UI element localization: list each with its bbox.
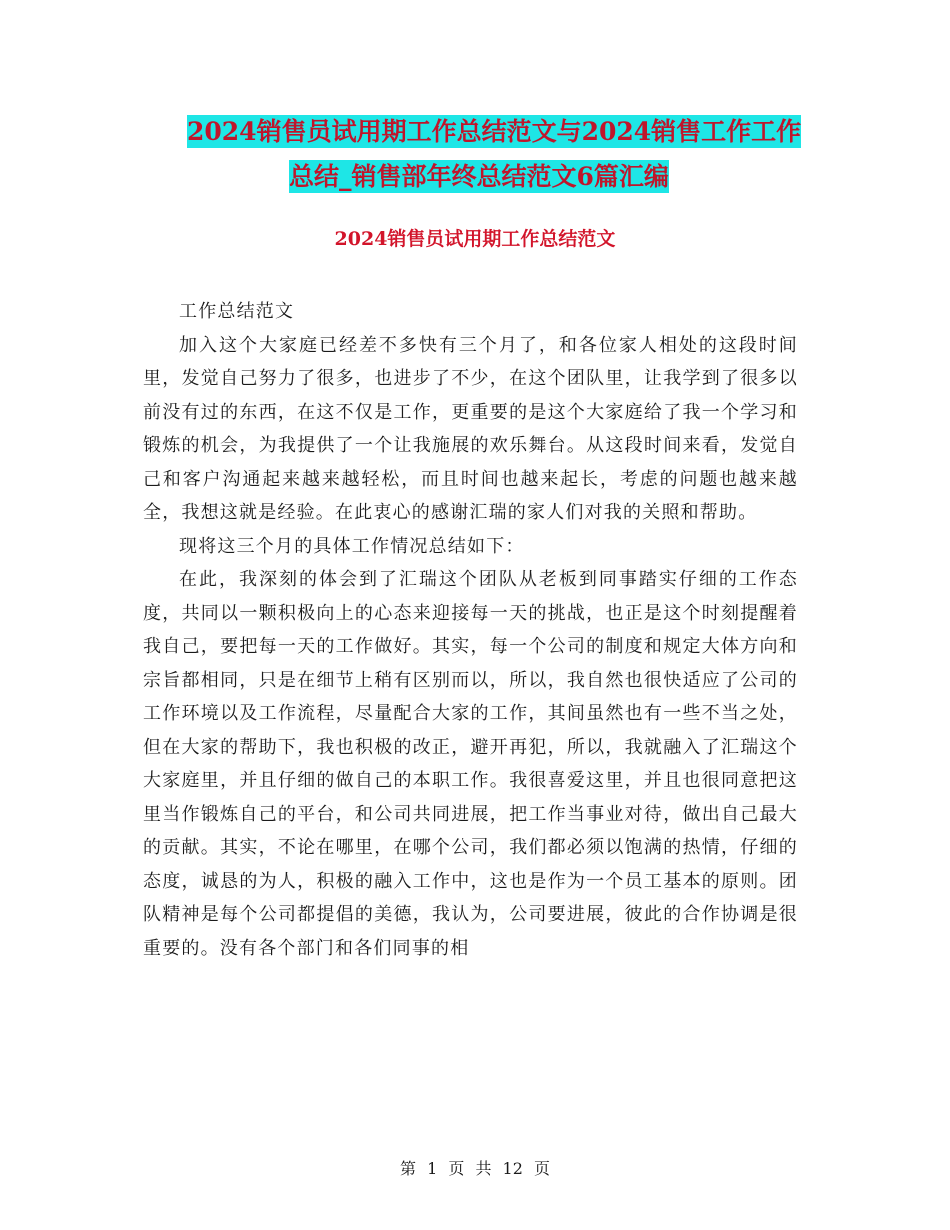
paragraph: 在此，我深刻的体会到了汇瑞这个团队从老板到同事踏实仔细的工作态度，共同以一颗积极向上的心态来迎接每一天的挑战，也正是这个时刻提醒着我自己，要把每一天的工作做好。其实，每一个公司的制度和规定大体方向和宗旨都相同，只是在细节上稍有区别而以，所以，我自然也很快适应了公司的工作环境以及工作流程，尽量配合大家的工作，其间虽然也有一些不当之处，但在大家的帮助下，我也积极的改正，避开再犯，所以，我就融入了汇瑞这个大家庭里，并且仔细的做自己的本职工作。我很喜爱这里，并且也很同意把这里当作锻炼自己的平台，和公司共同进展，把工作当事业对待，做出自己最大的贡献。其实，不论在哪里，在哪个公司，我们都必须以饱满的热情，仔细的态度，诚恳的为人，积极的融入工作中，这也是作为一个员工基本的原则。团队精神是每个公司都提倡的美德，我认为，公司要进展，彼此的合作协调是很重要的。没有各个部门和各们同事的相 — [143, 569, 798, 959]
document-title-line-2 — [0, 157, 950, 193]
page-footer: 第 1 页 共 12 页 — [400, 1159, 550, 1178]
title-highlight: 总结_销售部年终总结范文6篇汇编 — [289, 162, 669, 191]
title-highlight: 2024销售员试用期工作总结范文与2024销售工作工作 — [187, 117, 802, 146]
section-heading: 2024销售员试用期工作总结范文 — [334, 228, 616, 250]
paragraph-subtitle: 工作总结范文 — [179, 301, 295, 322]
paragraph: 现将这三个月的具体工作情况总结如下： — [179, 535, 525, 557]
document-title-line-1 — [0, 112, 950, 148]
paragraph: 加入这个大家庭已经差不多快有三个月了，和各位家人相处的这段时间里，发觉自己努力了很多，也进步了不少，在这个团队里，让我学到了很多以前没有过的东西，在这不仅是工作，更重要的是这个大家庭给了我一个学习和锻炼的机会，为我提供了一个让我施展的欢乐舞台。从这段时间来看，发觉自己和客户沟通起来越来越轻松，而且时间也越来起长，考虑的问题也越来越全，我想这就是经验。在此衷心的感谢汇瑞的家人们对我的关照和帮助。 — [143, 334, 798, 523]
document-body — [143, 295, 798, 965]
